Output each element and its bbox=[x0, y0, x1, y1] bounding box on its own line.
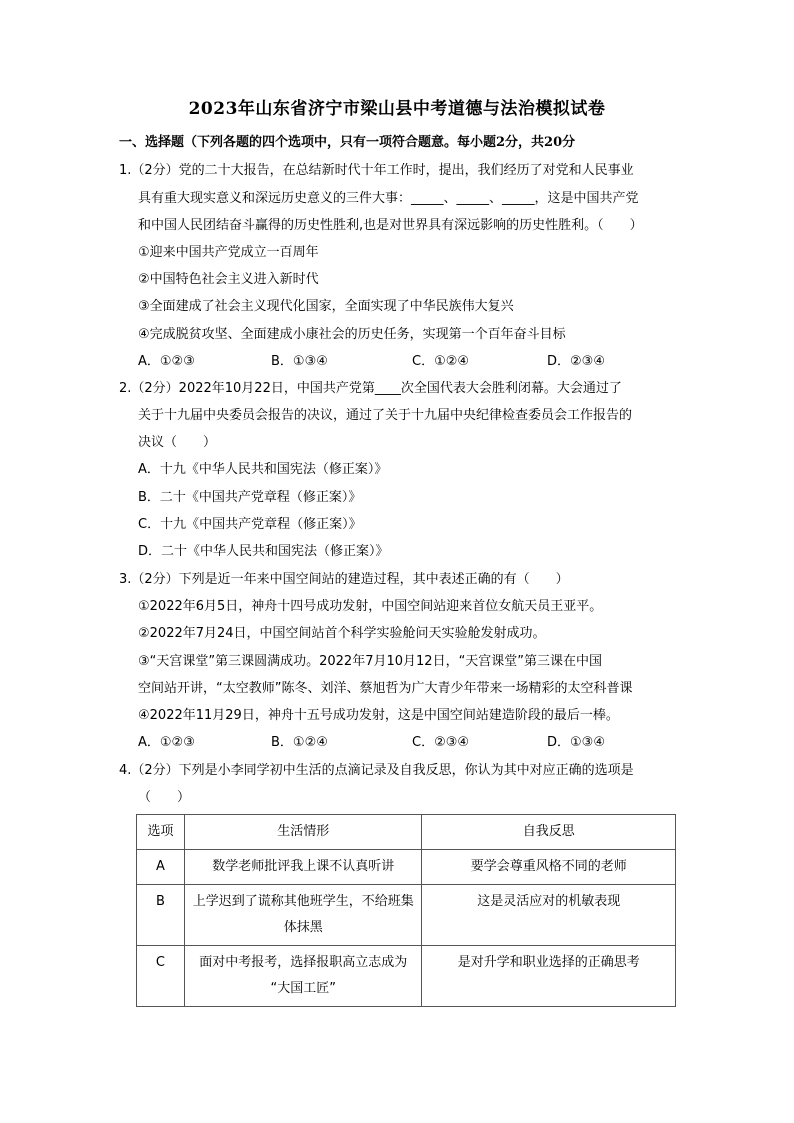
q3-statement-3-cont: 空间站开讲，“太空教师”陈冬、刘洋、蔡旭哲为广大青少年带来一场精彩的太空科普课 bbox=[138, 681, 633, 696]
q4-row-a-reflection: 要学会尊重风格不同的老师 bbox=[422, 850, 676, 885]
q4-stem-line-1: 4.（2分）下列是小李同学初中生活的点滴记录及自我反思，你认为其中对应正确的选项是 bbox=[119, 763, 634, 778]
q1-stem-line-1: 1.（2分）党的二十大报告，在总结新时代十年工作时，提出，我们经历了对党和人民事业 bbox=[119, 163, 634, 178]
q4-row-b-life bbox=[184, 885, 422, 946]
q3-statement-1: ①2022年6月5日，神舟十四号成功发射，中国空间站迎来首位女航天员王亚平。 bbox=[138, 599, 603, 614]
q1-stem-line-2: 具有重大现实意义和深远历史意义的三件大事：_____、_____、_____，这是中国共产党 bbox=[138, 191, 639, 206]
table-row bbox=[137, 885, 676, 946]
q2-stem-line-1: 2.（2分）2022年10月22日，中国共产党第____次全国代表大会胜利闭幕。大会通过了 bbox=[119, 381, 622, 396]
q2-option-d[interactable]: D．二十《中华人民共和国宪法（修正案）》 bbox=[138, 544, 389, 559]
exam-title: 2023年山东省济宁市梁山县中考道德与法治模拟试卷 bbox=[188, 99, 606, 119]
q3-option-b[interactable]: B．①②④ bbox=[271, 735, 328, 750]
q4-row-a-option: A bbox=[137, 850, 185, 885]
q1-option-b[interactable]: B．①③④ bbox=[271, 354, 328, 369]
q3-stem-line-1: 3.（2分）下列是近一年来中国空间站的建造过程，其中表述正确的有（ ） bbox=[119, 572, 569, 587]
q4-row-b-life-line-1: 上学迟到了谎称其他班学生，不给班集 bbox=[192, 894, 414, 909]
q4-row-c-option: C bbox=[137, 946, 185, 1007]
q2-stem-line-3: 决议（ ） bbox=[138, 435, 217, 450]
q2-option-b[interactable]: B．二十《中国共产党章程（修正案）》 bbox=[138, 490, 362, 505]
q3-statement-2: ②2022年7月24日，中国空间站首个科学实验舱问天实验舱发射成功。 bbox=[138, 626, 546, 641]
q4-row-b-option: B bbox=[137, 885, 185, 946]
q4-row-b-reflection: 这是灵活应对的机敏表现 bbox=[422, 885, 676, 946]
q2-option-c[interactable]: C．十九《中国共产党章程（修正案）》 bbox=[138, 517, 362, 532]
q1-statement-2: ②中国特色社会主义进入新时代 bbox=[138, 272, 319, 287]
q2-option-a[interactable]: A．十九《中华人民共和国宪法（修正案）》 bbox=[138, 462, 388, 477]
q4-row-c-life-line-1: 面对中考报考，选择报职高立志成为 bbox=[199, 955, 408, 970]
q2-stem-line-2: 关于十九届中央委员会报告的决议，通过了关于十九届中央纪律检查委员会工作报告的 bbox=[138, 408, 633, 423]
q3-statement-4: ④2022年11月29日，神舟十五号成功发射，这是中国空间站建造阶段的最后一棒。 bbox=[138, 708, 619, 723]
q4-table bbox=[136, 814, 676, 1007]
q4-row-c-reflection: 是对升学和职业选择的正确思考 bbox=[422, 946, 676, 1007]
q4-row-c-life bbox=[184, 946, 422, 1007]
q4-header-option: 选项 bbox=[137, 815, 185, 850]
q1-statement-1: ①迎来中国共产党成立一百周年 bbox=[138, 245, 319, 260]
q4-row-b-life-line-2: 体抹黑 bbox=[283, 920, 323, 935]
table-row bbox=[137, 850, 676, 885]
q3-option-a[interactable]: A．①②③ bbox=[138, 735, 195, 750]
q3-option-c[interactable]: C．②③④ bbox=[412, 735, 470, 750]
q1-statement-4: ④完成脱贫攻坚、全面建成小康社会的历史任务，实现第一个百年奋斗目标 bbox=[138, 327, 566, 342]
q1-option-d[interactable]: D．②③④ bbox=[547, 354, 605, 369]
q4-header-life: 生活情形 bbox=[184, 815, 422, 850]
q4-table-header-row bbox=[137, 815, 676, 850]
q4-row-c-life-line-2: “大国工匠” bbox=[270, 981, 336, 996]
q4-row-a-life bbox=[184, 850, 422, 885]
q4-row-a-life-line-1: 数学老师批评我上课不认真听讲 bbox=[212, 859, 395, 874]
section-heading: 一、选择题（下列各题的四个选项中，只有一项符合题意。每小题2分，共20分 bbox=[119, 135, 576, 150]
q3-option-d[interactable]: D．①③④ bbox=[547, 735, 605, 750]
q1-statement-3: ③全面建成了社会主义现代化国家，全面实现了中华民族伟大复兴 bbox=[138, 299, 514, 314]
q4-header-reflection: 自我反思 bbox=[422, 815, 676, 850]
table-row bbox=[137, 946, 676, 1007]
q1-stem-line-3: 和中国人民团结奋斗赢得的历史性胜利,也是对世界具有深远影响的历史性胜利。（ ） bbox=[138, 218, 643, 233]
q1-option-c[interactable]: C．①②④ bbox=[412, 354, 470, 369]
q4-stem-line-2: （ ） bbox=[138, 790, 191, 805]
q1-option-a[interactable]: A．①②③ bbox=[138, 354, 195, 369]
q3-statement-3: ③“天宫课堂”第三课圆满成功。2022年7月10月12日，“天宫课堂”第三课在中国 bbox=[138, 654, 603, 669]
